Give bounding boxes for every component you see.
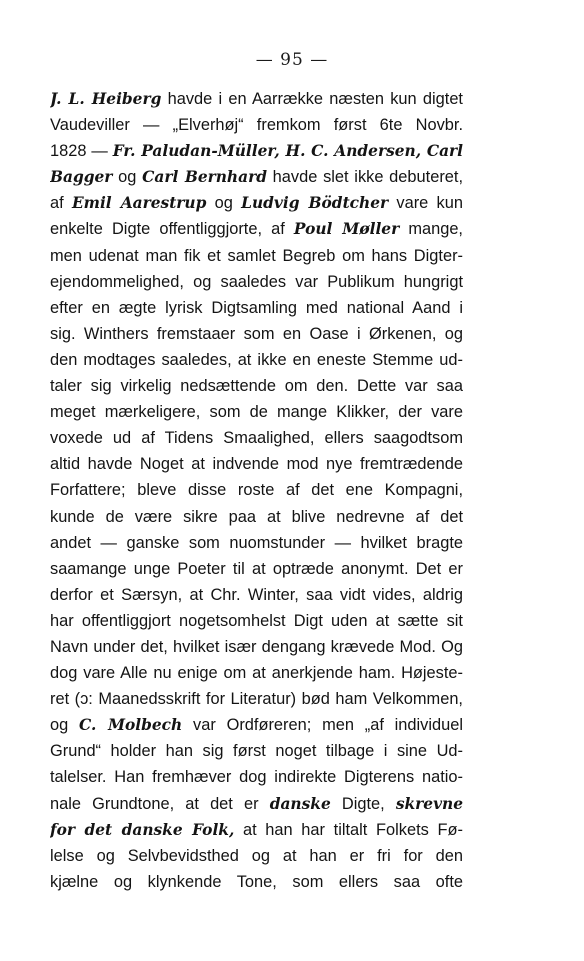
text-segment: altid havde Noget at indvende mod nye fremtrædende: [50, 455, 463, 474]
italic-name: skrevne: [395, 794, 463, 813]
text-segment: Digte,: [330, 794, 396, 813]
text-segment: taler sig virkelig nedsættende om den. Dette var saa: [50, 377, 463, 396]
text-segment: havde slet ikke debuteret,: [266, 168, 463, 187]
text-segment: kjælne og klynkende Tone, som ellers saa ofte: [50, 872, 463, 891]
text-segment: af: [50, 194, 72, 213]
text-line: [50, 634, 463, 660]
text-line: [50, 764, 463, 790]
text-line: [50, 582, 463, 608]
text-segment: Forfattere; bleve disse roste af det ene Kompagni,: [50, 481, 463, 500]
text-segment: saamange unge Poeter til at optræde anonymt. Det er: [50, 559, 463, 578]
text-segment: efter en ægte lyrisk Digtsamling med national Aand i: [50, 298, 463, 317]
text-line: [50, 843, 463, 869]
text-line: [50, 791, 463, 817]
italic-name: Fr. Paludan-Müller, H. C. Andersen, Carl: [112, 142, 463, 161]
text-segment: andet — ganske som nuomstunder — hvilket bragte: [50, 533, 463, 552]
text-segment: var Ordføreren; men „af individuel: [182, 716, 463, 735]
text-line: [50, 295, 463, 321]
text-line: [50, 451, 463, 477]
text-line: [50, 608, 463, 634]
text-segment: Vaudeviller — „Elverhøj“ fremkom først 6te Novbr.: [50, 116, 463, 135]
text-segment: meget mærkeligere, som de mange Klikker, der vare: [50, 403, 463, 422]
text-line: [50, 504, 463, 530]
text-segment: 1828 —: [50, 142, 113, 161]
text-segment: og: [50, 716, 80, 735]
italic-name: Bagger: [50, 168, 113, 187]
italic-name: for det danske Folk,: [50, 820, 235, 839]
text-segment: kunde de være sikre paa at blive nedrevne af det: [50, 507, 463, 526]
text-segment: sig. Winthers fremstaaer som en Oase i Ørkenen, og: [50, 324, 463, 343]
text-segment: at han har tiltalt Folkets Fø-: [234, 820, 463, 839]
text-segment: ejendommelighed, og saaledes var Publikum hungrigt: [50, 272, 463, 291]
text-line: [50, 138, 463, 164]
text-line: [50, 556, 463, 582]
text-segment: vare kun: [388, 194, 463, 213]
text-line: [50, 686, 463, 712]
text-line: [50, 269, 463, 295]
text-line: [50, 190, 463, 216]
text-segment: lelse og Selvbevidsthed og at han er fri for den: [50, 846, 463, 865]
text-segment: og: [206, 194, 242, 213]
text-line: [50, 112, 463, 138]
text-segment: mange,: [399, 220, 463, 239]
text-line: [50, 712, 463, 738]
italic-name: Poul Møller: [293, 220, 400, 239]
text-segment: nale Grundtone, at det er: [50, 794, 270, 813]
text-segment: talelser. Han fremhæver dog indirekte Digterens natio-: [50, 768, 463, 787]
italic-name: Emil Aarestrup: [71, 194, 207, 213]
body-text: [50, 86, 463, 895]
text-line: [50, 425, 463, 451]
text-line: [50, 738, 463, 764]
text-line: [50, 321, 463, 347]
italic-name: Ludvig Bödtcher: [241, 194, 389, 213]
page-number: — 95 —: [255, 50, 329, 70]
text-line: [50, 399, 463, 425]
text-segment: dog vare Alle nu enige om at anerkjende ham. Højeste-: [50, 664, 463, 683]
text-line: [50, 164, 463, 190]
text-segment: derfor et Særsyn, at Chr. Winter, saa vidt vides, aldrig: [50, 585, 463, 604]
text-line: [50, 817, 463, 843]
text-line: [50, 869, 463, 895]
italic-name: J. L. Heiberg: [50, 90, 162, 108]
text-segment: Grund“ holder han sig først noget tilbage i sine Ud-: [50, 742, 463, 761]
text-line: [50, 86, 463, 112]
italic-name: C. Molbech: [79, 716, 183, 735]
text-segment: og: [112, 168, 143, 187]
italic-name: Carl Bernhard: [142, 168, 267, 187]
text-segment: voxede ud af Tidens Smaalighed, ellers saagodtsom: [50, 429, 463, 448]
text-segment: men udenat man fik et samlet Begreb om hans Digter-: [50, 246, 463, 265]
text-line: [50, 216, 463, 242]
text-segment: den modtages saaledes, at ikke en eneste Stemme ud-: [50, 350, 463, 369]
text-line: [50, 347, 463, 373]
text-segment: ret (ɔ: Maanedsskrift for Literatur) bød ham Velkommen,: [50, 690, 463, 709]
text-segment: enkelte Digte offentliggjorte, af: [50, 220, 294, 239]
text-line: [50, 530, 463, 556]
text-segment: havde i en Aarrække næsten kun digtet: [161, 90, 463, 108]
italic-name: danske: [269, 794, 331, 813]
text-line: [50, 477, 463, 503]
text-line: [50, 243, 463, 269]
text-line: [50, 660, 463, 686]
text-line: [50, 373, 463, 399]
text-segment: Navn under det, hvilket især dengang krævede Mod. Og: [50, 637, 463, 656]
text-segment: har offentliggjort nogetsomhelst Digt uden at sætte sit: [50, 611, 463, 630]
